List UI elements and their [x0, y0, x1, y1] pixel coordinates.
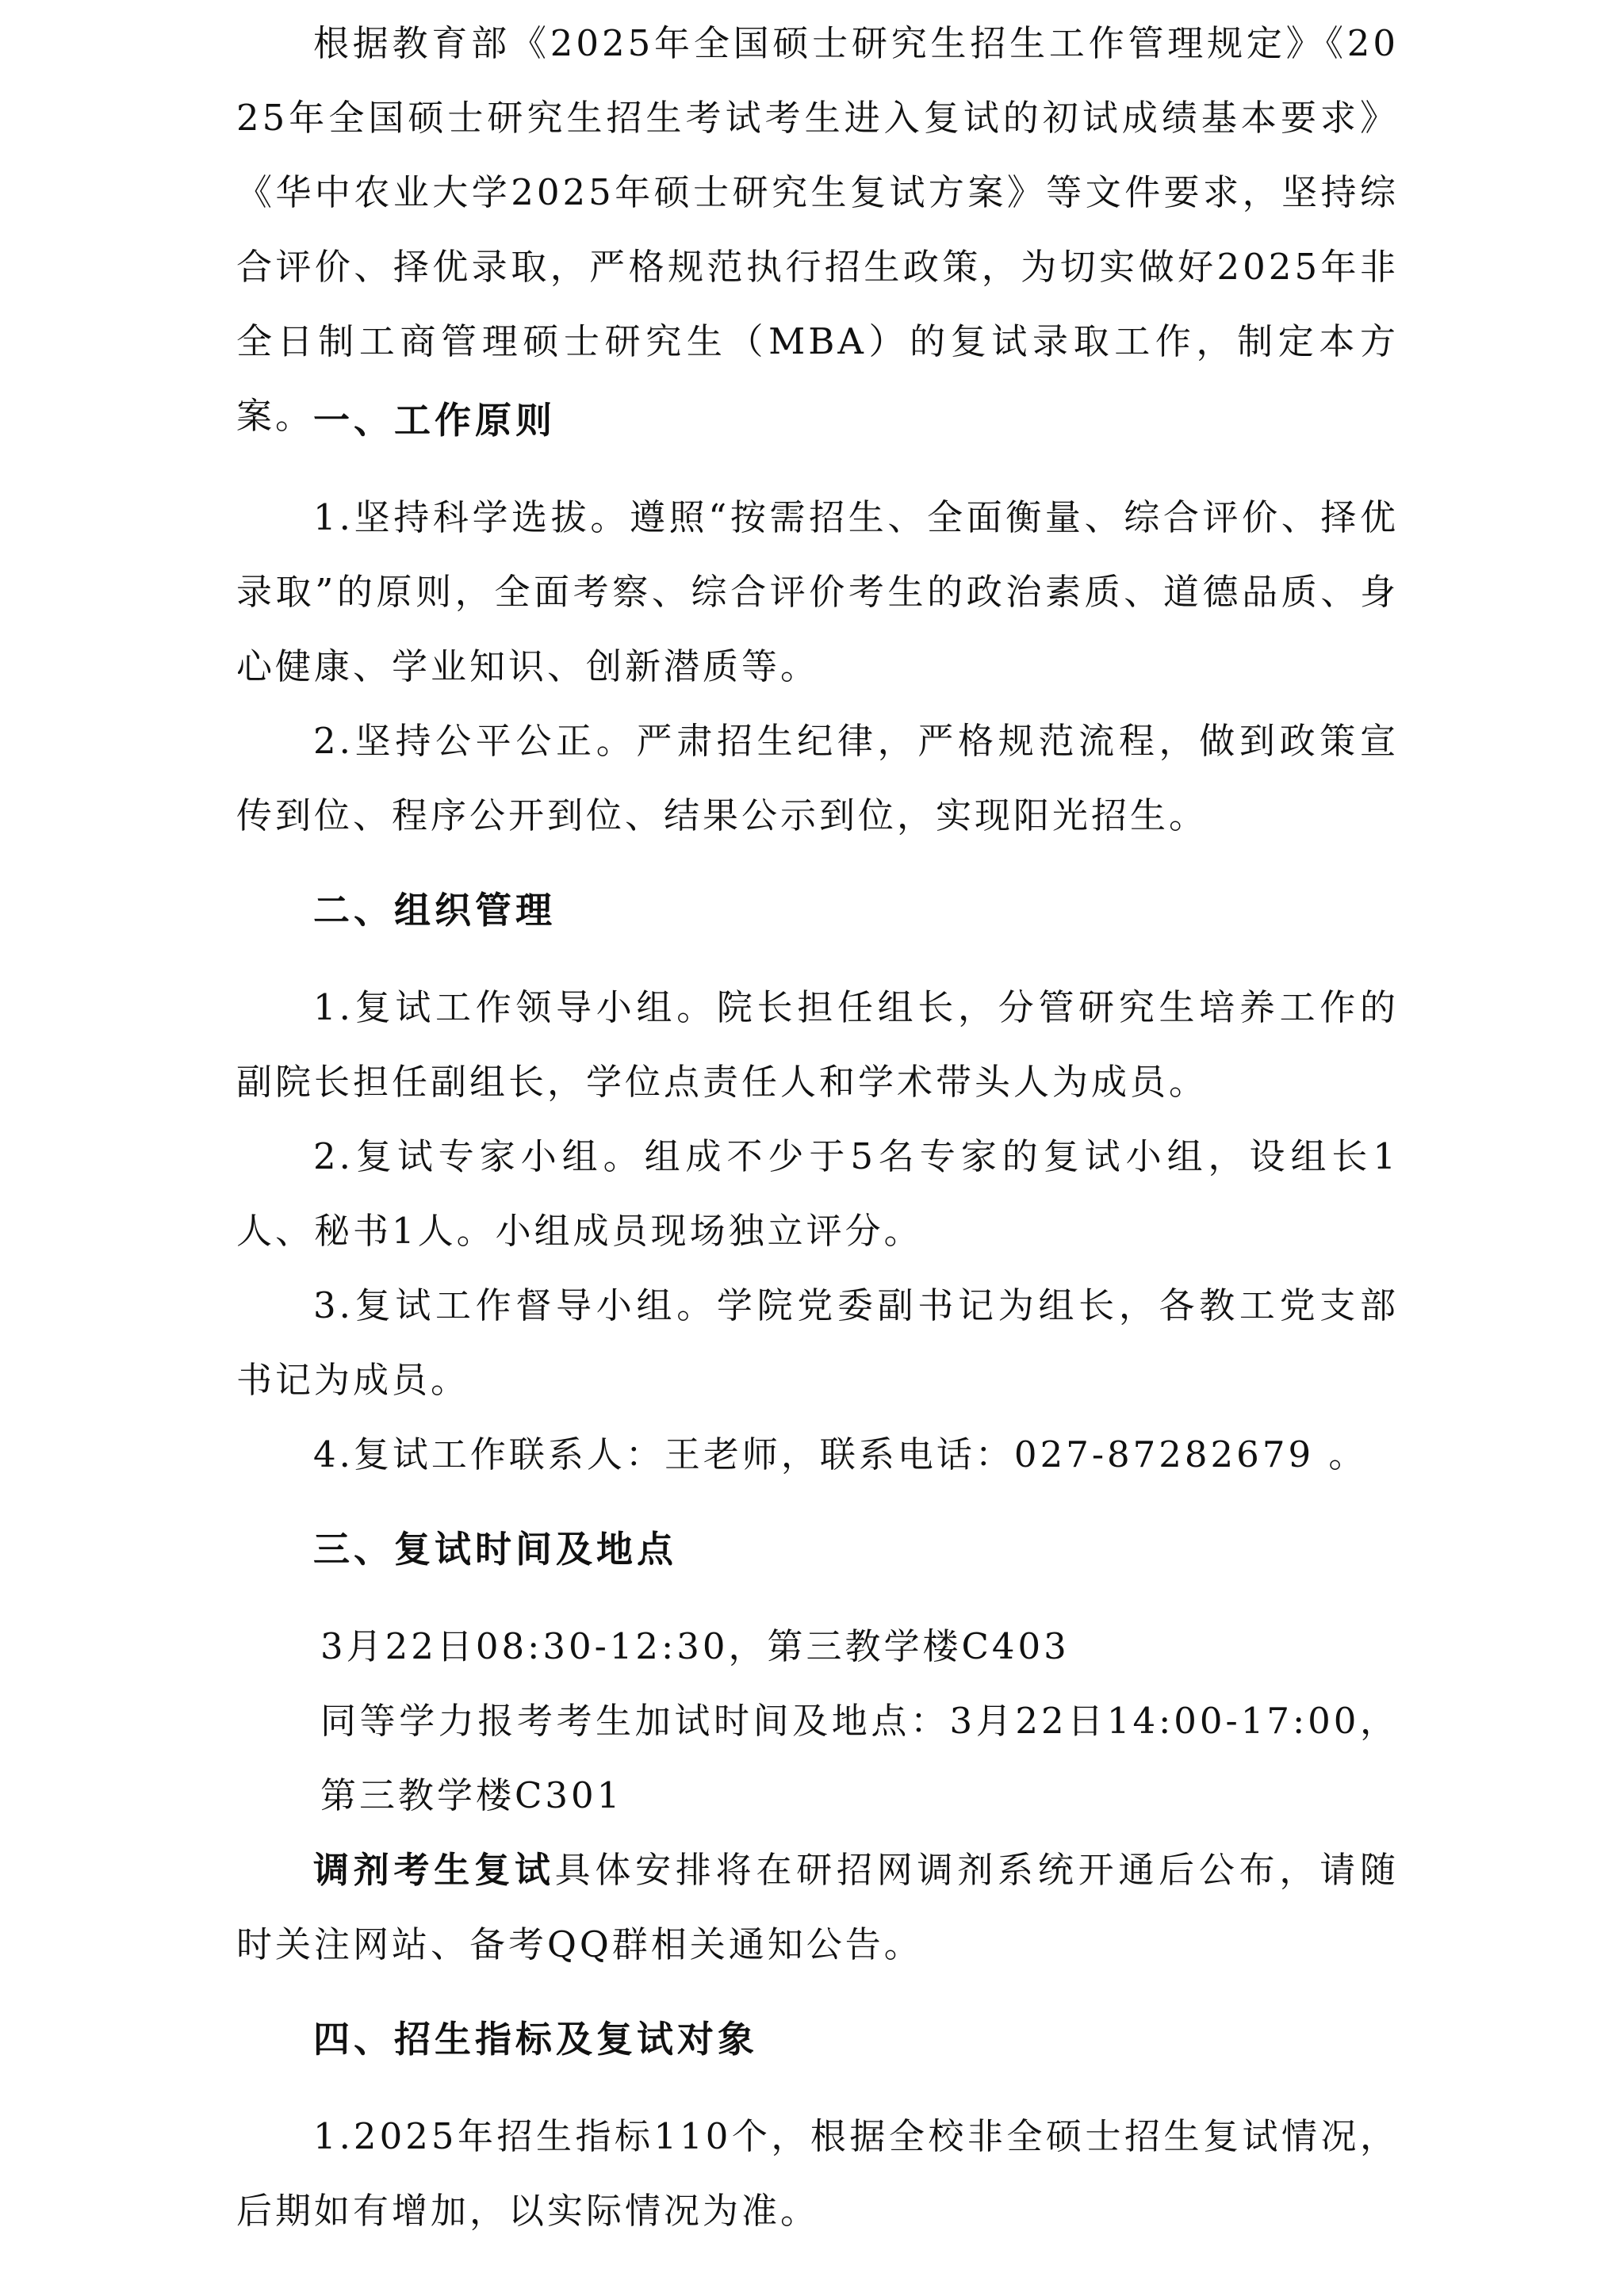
- intro-paragraph: 根据教育部《2025年全国硕士研究生招生工作管理规定》《2025年全国硕士研究生招生考试考生进入复试的初试成绩基本要求》《华中农业大学2025年硕士研究生复试方案》等文件要求，坚持综合评价、择优录取，严格规范执行招生政策，为切实做好2025年非全日制工商管理硕士研究生（MBA）的复试录取工作，制定本方案。: [236, 22, 1399, 437]
- adjustment-paragraph: [236, 1833, 1399, 1982]
- quota-item-1: 1.2025年招生指标110个，根据全校非全硕士招生复试情况，后期如有增加，以实际情况为准。: [236, 2115, 1399, 2232]
- section-heading-organization: 二、组织管理: [313, 889, 556, 932]
- adjustment-bold-label: 调剂考生复试: [313, 1849, 555, 1891]
- principles-item-1: 1.坚持科学选拔。遵照“按需招生、全面衡量、综合评价、择优录取”的原则，全面考察、综合评价考生的政治素质、道德品质、身心健康、学业知识、创新潜质等。: [236, 496, 1399, 687]
- organization-item-4: 4.复试工作联系人：王老师，联系电话：027-87282679 。: [313, 1433, 1368, 1475]
- section-heading-principles: 一、工作原则: [313, 399, 556, 442]
- equal-level-time-place: 同等学力报考考生加试时间及地点：3月22日14:00-17:00，第三教学楼C301: [320, 1700, 1399, 1816]
- organization-item-1: 1.复试工作领导小组。院长担任组长，分管研究生培养工作的副院长担任副组长，学位点责任人和学术带头人为成员。: [236, 986, 1399, 1103]
- adjustment-text: 具体安排将在研招网调剂系统开通后公布，请随时关注网站、备考QQ群相关通知公告。: [236, 1849, 1399, 1965]
- organization-item-2: 2.复试专家小组。组成不少于5名专家的复试小组，设组长1人、秘书1人。小组成员现场独立评分。: [236, 1135, 1399, 1252]
- interview-time-place: 3月22日08:30-12:30，第三教学楼C403: [320, 1625, 1070, 1667]
- section-heading-time-place: 三、复试时间及地点: [313, 1528, 677, 1571]
- organization-item-3: 3.复试工作督导小组。学院党委副书记为组长，各教工党支部书记为成员。: [236, 1284, 1399, 1401]
- section-heading-quota: 四、招生指标及复试对象: [313, 2018, 758, 2061]
- principles-item-2: 2.坚持公平公正。严肃招生纪律，严格规范流程，做到政策宣传到位、程序公开到位、结果公示到位，实现阳光招生。: [236, 720, 1399, 836]
